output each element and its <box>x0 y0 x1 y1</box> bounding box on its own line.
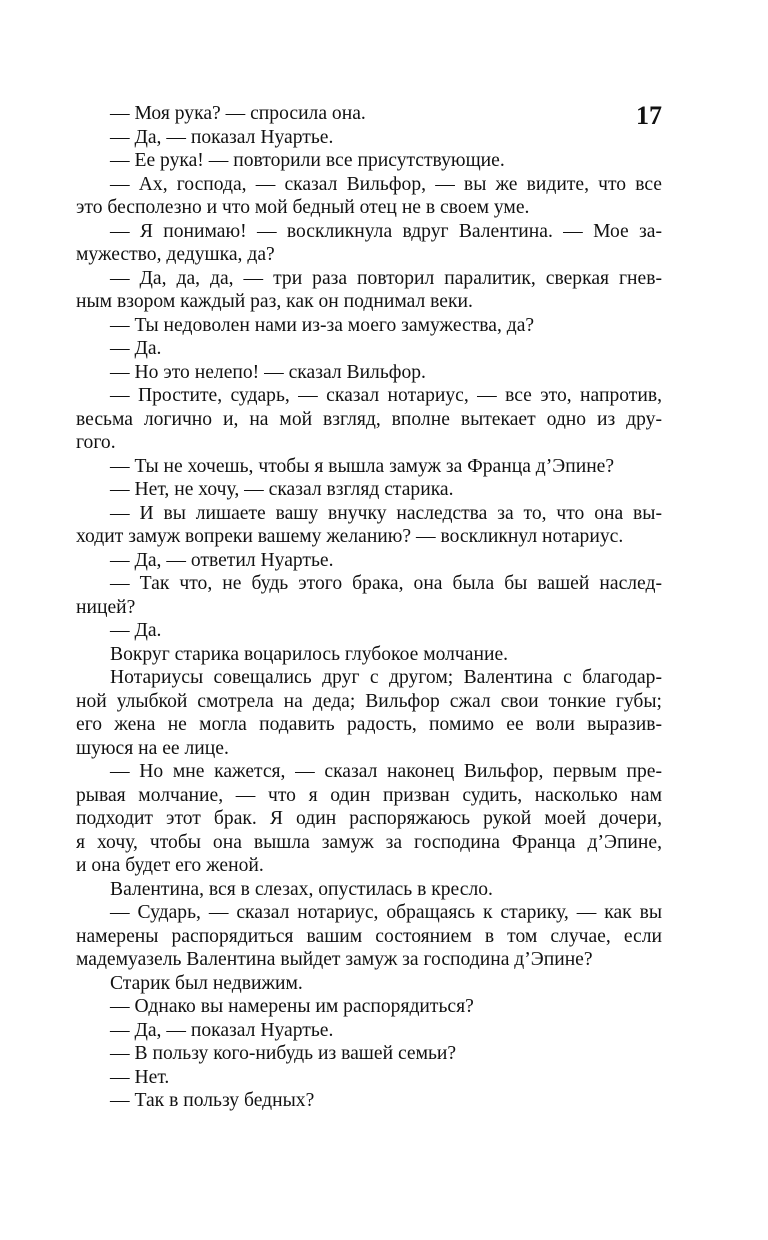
text-line: ным взором каждый раз, как он поднимал веки. <box>76 291 473 312</box>
text-line: рывая молчание, — что я один призван судить, насколько нам <box>76 784 662 806</box>
text-line: — Ты недоволен нами из-за моего замужества, да? <box>110 314 535 336</box>
text-line: шуюся на ее лице. <box>76 737 229 759</box>
text-line: — Да. <box>110 620 162 641</box>
text-line: Валентина, вся в слезах, опустилась в кресло. <box>110 878 493 900</box>
text-line: — Но это нелепо! — сказал Вильфор. <box>110 361 426 383</box>
text-line: — Да, — показал Нуартье. <box>110 1019 334 1041</box>
text-line: — Ее рука! — повторили все присутствующие. <box>110 150 505 171</box>
text-line: — Так что, не будь этого брака, она была бы вашей наслед- <box>110 573 662 594</box>
text-line: — Моя рука? — спросила она. <box>110 103 366 124</box>
text-line: — Я понимаю! — воскликнула вдруг Валентина. — Мое за- <box>110 220 662 242</box>
text-line: гого. <box>76 432 116 453</box>
text-line: — Да, да, да, — три раза повторил паралитик, сверкая гнев- <box>110 267 662 289</box>
text-line: ходит замуж вопреки вашему желанию? — воскликнул нотариус. <box>76 526 624 547</box>
text-line: — Нет, не хочу, — сказал взгляд старика. <box>110 479 454 500</box>
text-line: ницей? <box>76 596 136 618</box>
text-line: мадемуазель Валентина выйдет замуж за господина д’Эпине? <box>76 949 593 970</box>
text-line: — Но мне кажется, — сказал наконец Вильфор, первым пре- <box>110 761 662 782</box>
text-line: — Так в пользу бедных? <box>110 1090 315 1111</box>
page-number: 17 <box>636 101 662 130</box>
text-line: — Ты не хочешь, чтобы я вышла замуж за Франца д’Эпине? <box>110 455 615 477</box>
text-line: — Да, — показал Нуартье. <box>110 126 334 148</box>
text-line: я хочу, чтобы она вышла замуж за господина Франца д’Эпине, <box>76 831 662 853</box>
text-line: его жена не могла подавить радость, помимо ее воли выразив- <box>76 714 662 735</box>
text-line: мужество, дедушка, да? <box>76 244 275 265</box>
text-line: — В пользу кого-нибудь из вашей семьи? <box>110 1043 457 1064</box>
text-line: — Ах, господа, — сказал Вильфор, — вы же видите, что все <box>110 173 662 195</box>
text-line: Старик был недвижим. <box>110 972 303 994</box>
text-line: — Да, — ответил Нуартье. <box>110 549 334 571</box>
text-line: намерены распорядиться вашим состоянием в том случае, если <box>76 925 662 947</box>
text-line: — Да. <box>110 338 162 359</box>
text-line: — Нет. <box>110 1066 170 1088</box>
text-body <box>76 102 662 1113</box>
text-line: — И вы лишаете вашу внучку наследства за то, что она вы- <box>110 502 662 524</box>
text-line: ной улыбкой смотрела на деда; Вильфор сжал свои тонкие губы; <box>76 690 662 712</box>
text-line: Нотариусы совещались друг с другом; Валентина с благодар- <box>110 667 662 688</box>
text-line: весьма логично и, на мой взгляд, вполне вытекает одно из дру- <box>76 408 662 430</box>
text-line: — Сударь, — сказал нотариус, обращаясь к старику, — как вы <box>110 902 662 923</box>
text-line: — Однако вы намерены им распорядиться? <box>110 996 474 1017</box>
text-line: это бесполезно и что мой бедный отец не в своем уме. <box>76 197 530 218</box>
text-line: и она будет его женой. <box>76 855 264 876</box>
text-line: — Простите, сударь, — сказал нотариус, — все это, напротив, <box>110 385 662 406</box>
text-line: подходит этот брак. Я один распоряжаюсь рукой моей дочери, <box>76 808 662 829</box>
text-line: Вокруг старика воцарилось глубокое молчание. <box>110 643 509 665</box>
